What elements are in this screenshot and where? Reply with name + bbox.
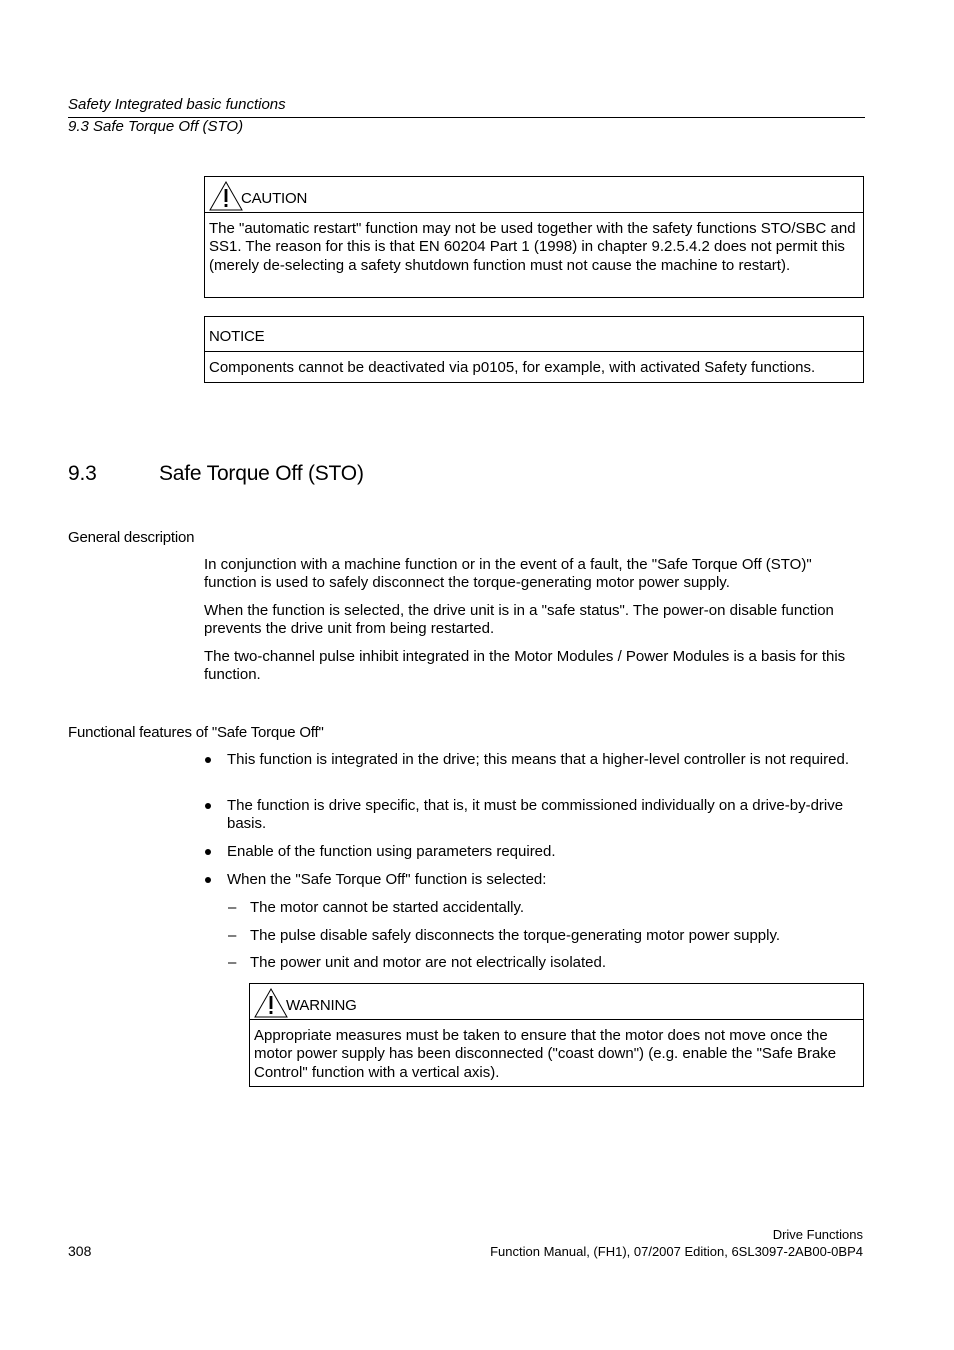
feature-bullet-4: When the "Safe Torque Off" function is selected: xyxy=(227,871,547,888)
bullet-icon xyxy=(205,877,211,883)
caution-text: The "automatic restart" function may not be used together with the safety functions STO/SBC and SS1. The reason for this is that EN 60204 Part 1 (1998) in chapter 9.2.5.4.2 does not permit this (merely de-selecting a safety shutdown function must not cause the machine to restart). xyxy=(209,220,856,274)
dash-marker: – xyxy=(228,899,237,916)
feature-bullet-2: The function is drive specific, that is, it must be commissioned individually on a drive-by-drive basis. xyxy=(227,797,844,833)
notice-text: Components cannot be deactivated via p0105, for example, with activated Safety functions. xyxy=(209,359,816,376)
notice-title: NOTICE xyxy=(209,328,265,345)
notice-box xyxy=(204,316,864,383)
feature-bullet-3: Enable of the function using parameters required. xyxy=(227,843,556,860)
caution-header xyxy=(205,177,863,213)
page-number: 308 xyxy=(68,1243,92,1259)
warning-header xyxy=(250,984,863,1020)
footer-manual: Function Manual, (FH1), 07/2007 Edition, 6SL3097-2AB00-0BP4 xyxy=(490,1244,863,1259)
dash-marker: – xyxy=(228,954,237,971)
section-number: 9.3 xyxy=(68,462,97,485)
feature-subitem-1: The motor cannot be started accidentally. xyxy=(250,899,525,916)
bullet-icon xyxy=(205,849,211,855)
feature-bullet-1: This function is integrated in the drive; this means that a higher-level controller is not required. xyxy=(227,751,849,768)
section-title: Safe Torque Off (STO) xyxy=(159,462,364,485)
general-paragraph-3: The two-channel pulse inhibit integrated in the Motor Modules / Power Modules is a basis for this function. xyxy=(204,648,846,684)
bullet-icon xyxy=(205,803,211,809)
caution-title: CAUTION xyxy=(241,190,308,207)
warning-triangle-icon xyxy=(209,181,243,211)
general-description-heading: General description xyxy=(68,529,195,546)
caution-box xyxy=(204,176,864,298)
warning-text: Appropriate measures must be taken to ensure that the motor does not move once the motor power supply has been disconnected ("coast down") (e.g. enable the "Safe Brake Control" function with a vertical axis). xyxy=(254,1027,837,1081)
general-paragraph-2: When the function is selected, the drive unit is in a "safe status". The power-on disable function prevents the drive unit from being restarted. xyxy=(204,602,834,638)
general-paragraph-1: In conjunction with a machine function or in the event of a fault, the "Safe Torque Off (STO)" function is used to safely disconnect the torque-generating motor power supply. xyxy=(204,556,812,592)
running-header-chapter: Safety Integrated basic functions xyxy=(68,96,286,113)
warning-triangle-icon xyxy=(254,988,288,1018)
feature-subitem-2: The pulse disable safely disconnects the torque-generating motor power supply. xyxy=(250,927,781,944)
notice-header xyxy=(205,317,863,352)
feature-subitem-3: The power unit and motor are not electrically isolated. xyxy=(250,954,607,971)
dash-marker: – xyxy=(228,927,237,944)
bullet-icon xyxy=(205,757,211,763)
warning-title: WARNING xyxy=(286,997,357,1014)
warning-box xyxy=(249,983,864,1087)
footer-title: Drive Functions xyxy=(772,1227,863,1242)
functional-features-heading: Functional features of "Safe Torque Off" xyxy=(68,724,324,741)
running-header-section: 9.3 Safe Torque Off (STO) xyxy=(68,118,244,135)
